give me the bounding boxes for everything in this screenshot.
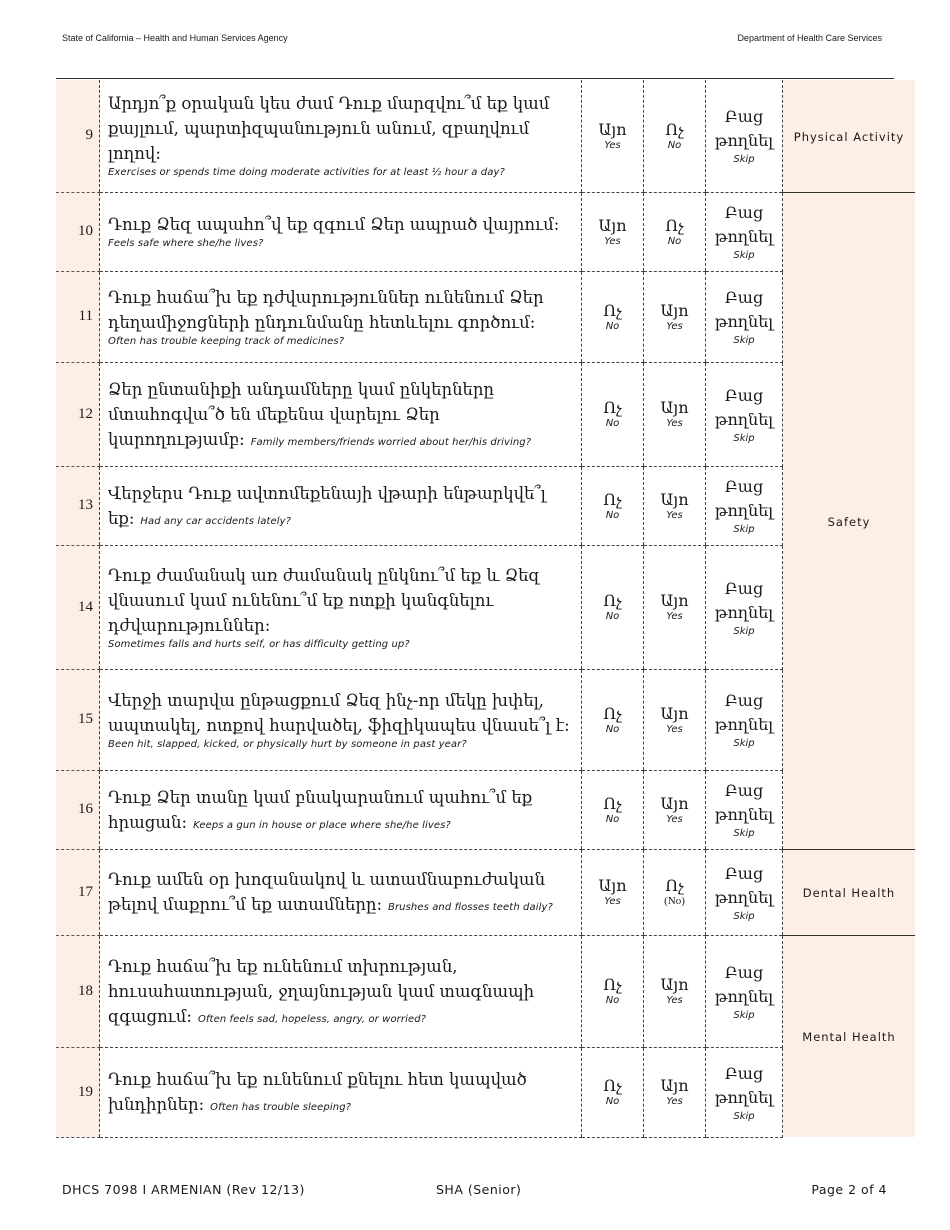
question-text (100, 362, 582, 466)
answer-english: No (605, 723, 620, 735)
question-english: Often has trouble keeping track of medicines? (108, 335, 345, 347)
question-armenian: Դուք հաճա՞խ եք ունենում քնելու հետ կապված խնդիրներ: (108, 1070, 527, 1114)
skip-english: Skip (733, 625, 755, 637)
answer-armenian: Ոչ (665, 876, 684, 895)
answer-option-1[interactable] (582, 80, 644, 192)
question-number: 17 (56, 849, 100, 935)
answer-armenian: Այո (598, 119, 627, 139)
answer-armenian: Ոչ (603, 975, 622, 994)
answer-english: Yes (666, 418, 683, 429)
answer-skip[interactable] (706, 271, 783, 362)
answer-english: Yes (604, 139, 621, 151)
question-english: Keeps a gun in house or place where she/he lives? (193, 819, 451, 831)
answer-skip[interactable] (706, 362, 783, 466)
answer-option-2[interactable] (644, 192, 706, 271)
header-agency: State of California – Health and Human Services Agency (62, 33, 288, 43)
question-english: Exercises or spends time doing moderate activities for at least ½ hour a day? (108, 167, 505, 179)
answer-armenian: Ոչ (665, 215, 684, 235)
question-number: 11 (56, 271, 100, 362)
answer-english: Yes (604, 896, 621, 907)
answer-english: No (667, 235, 682, 247)
answer-option-1[interactable] (582, 271, 644, 362)
answer-option-1[interactable] (582, 545, 644, 669)
question-text (100, 80, 582, 192)
answer-english: Yes (666, 723, 683, 735)
answer-english: No (605, 418, 620, 429)
question-armenian: Դուք հաճա՞խ եք դժվարություններ ունենում Ձեր դեղամիջոցների ընդունմանը հետևելու գործում: (108, 287, 544, 332)
answer-armenian: Այո (598, 215, 627, 235)
answer-armenian: Ոչ (603, 300, 622, 320)
answer-armenian: Ոչ (603, 591, 622, 610)
question-armenian: Դուք Ձեր տանը կամ բնակարանում պահու՞մ եք հրացան: (108, 787, 533, 832)
footer-form-type: SHA (Senior) (436, 1182, 522, 1197)
question-row-17 (56, 849, 915, 935)
question-number: 12 (56, 362, 100, 466)
answer-option-1[interactable] (582, 362, 644, 466)
answer-option-1[interactable] (582, 770, 644, 849)
question-text (100, 271, 582, 362)
answer-option-2[interactable] (644, 1047, 706, 1137)
question-armenian: Դուք Ձեզ ապահո՞վ եք զգում Ձեր ապրած վայրում: (108, 215, 560, 234)
answer-armenian: Ոչ (603, 489, 622, 509)
question-text (100, 192, 582, 271)
answer-skip[interactable] (706, 849, 783, 935)
skip-armenian: Բաց թողնել (714, 477, 774, 520)
skip-armenian: Բաց թողնել (714, 691, 774, 734)
skip-english: Skip (733, 910, 755, 922)
answer-english: No (605, 1096, 620, 1107)
category-mental-health: Mental Health (783, 935, 916, 1137)
answer-english: No (605, 611, 620, 622)
skip-armenian: Բաց թողնել (714, 385, 774, 429)
answer-english: Yes (666, 611, 683, 622)
answer-armenian: Այո (660, 300, 689, 320)
answer-english: No (605, 813, 620, 825)
footer-page-number: Page 2 of 4 (811, 1182, 887, 1197)
answer-armenian: Այո (660, 489, 689, 509)
question-text (100, 770, 582, 849)
question-number: 10 (56, 192, 100, 271)
question-armenian: Դուք հաճա՞խ եք ունենում տխրության, հուսահատության, ջղայնության կամ տագնապի զգացում: (108, 956, 535, 1026)
answer-option-1[interactable] (582, 669, 644, 770)
question-number: 16 (56, 770, 100, 849)
answer-armenian: Ոչ (603, 398, 622, 417)
skip-armenian: Բաց թողնել (714, 107, 774, 151)
answer-armenian: Այո (660, 793, 689, 813)
answer-armenian: Այո (598, 876, 627, 895)
answer-option-1[interactable] (582, 849, 644, 935)
answer-option-2[interactable] (644, 362, 706, 466)
answer-skip[interactable] (706, 770, 783, 849)
answer-option-2[interactable] (644, 80, 706, 192)
answer-english: Yes (666, 813, 683, 825)
question-armenian: Ձեր ընտանիքի անդամները կամ ընկերները մտահոգվա՞ծ են մեքենա վարելու Ձեր կարողությամբ: (108, 379, 495, 449)
skip-english: Skip (733, 432, 755, 444)
question-english: Often has trouble sleeping? (210, 1102, 352, 1113)
question-row-10 (56, 192, 915, 271)
answer-option-2[interactable] (644, 669, 706, 770)
question-english: Often feels sad, hopeless, angry, or worried? (197, 1013, 427, 1025)
skip-english: Skip (733, 828, 755, 839)
answer-skip[interactable] (706, 1047, 783, 1137)
question-english: Been hit, slapped, kicked, or physically hurt by someone in past year? (108, 738, 467, 750)
answer-skip[interactable] (706, 80, 783, 192)
skip-armenian: Բաց թողնել (714, 863, 774, 907)
header-department: Department of Health Care Services (737, 33, 882, 43)
category-dental-health: Dental Health (783, 849, 916, 935)
question-number: 13 (56, 466, 100, 545)
answer-armenian: Այո (660, 1076, 689, 1095)
question-english: Feels safe where she/he lives? (108, 238, 264, 249)
question-text (100, 545, 582, 669)
skip-armenian: Բաց թողնել (714, 962, 774, 1006)
skip-armenian: Բաց թողնել (714, 1063, 774, 1107)
question-english: Sometimes falls and hurts self, or has difficulty getting up? (108, 638, 410, 650)
skip-english: Skip (733, 524, 755, 535)
answer-option-1[interactable] (582, 1047, 644, 1137)
answer-english: No (667, 139, 682, 151)
answer-english: Yes (666, 320, 683, 332)
question-text (100, 466, 582, 545)
answer-skip[interactable] (706, 192, 783, 271)
answer-english: Yes (666, 1096, 683, 1107)
skip-armenian: Բաց թողնել (714, 203, 774, 246)
question-armenian: Վերջերս Դուք ավտոմեքենայի վթարի ենթարկվե՞լ եք: (108, 483, 546, 528)
skip-armenian: Բաց թողնել (714, 578, 774, 622)
category-safety: Safety (783, 192, 916, 849)
top-rule (56, 78, 894, 79)
answer-option-2[interactable] (644, 770, 706, 849)
question-english: Had any car accidents lately? (140, 515, 292, 527)
question-number: 15 (56, 669, 100, 770)
answer-option-2[interactable] (644, 466, 706, 545)
question-number: 14 (56, 545, 100, 669)
question-armenian: Վերջի տարվա ընթացքում Ձեզ ինչ-որ մեկը խփել, ապտակել, ոտքով հարվածել, ֆիզիկապես վնասե՞լ է: (108, 690, 570, 735)
answer-armenian: Այո (660, 591, 689, 610)
footer-form-id: DHCS 7098 I ARMENIAN (Rev 12/13) (62, 1182, 305, 1197)
skip-english: Skip (733, 154, 755, 166)
skip-english: Skip (733, 738, 755, 749)
question-text (100, 849, 582, 935)
question-number: 9 (56, 80, 100, 192)
answer-option-2[interactable] (644, 935, 706, 1047)
skip-english: Skip (733, 1009, 755, 1021)
answer-skip[interactable] (706, 935, 783, 1047)
question-row-9 (56, 80, 915, 192)
answer-english: Yes (666, 509, 683, 521)
question-armenian: Դուք ժամանակ առ ժամանակ ընկնու՞մ եք և Ձեզ վնասում կամ ունենու՞մ եք ոտքի կանգնելու դժվարություններ: (108, 565, 540, 635)
answer-armenian: Այո (660, 975, 689, 994)
question-english: Family members/friends worried about her/his driving? (250, 436, 532, 448)
answer-option-1[interactable] (582, 466, 644, 545)
answer-skip[interactable] (706, 669, 783, 770)
answer-english: Yes (604, 235, 621, 247)
answer-english: Yes (666, 995, 683, 1006)
skip-armenian: Բաց թողնել (714, 288, 774, 331)
answer-option-1[interactable] (582, 935, 644, 1047)
skip-english: Skip (733, 335, 755, 346)
answer-skip[interactable] (706, 545, 783, 669)
question-row-18 (56, 935, 915, 1047)
answer-armenian: Այո (660, 398, 689, 417)
answer-option-2[interactable] (644, 545, 706, 669)
answer-armenian: Այո (660, 703, 689, 723)
answer-english: (No) (664, 895, 685, 907)
question-english: Brushes and flosses teeth daily? (388, 902, 553, 913)
question-armenian: Դուք ամեն օր խոզանակով և ատամնաբուժական թելով մաքրու՞մ եք ատամները: (108, 870, 546, 914)
answer-english: No (605, 509, 620, 521)
answer-english: No (605, 995, 620, 1006)
answer-option-2[interactable] (644, 271, 706, 362)
answer-english: No (605, 320, 620, 332)
question-armenian: Արդյո՞ք օրական կես ժամ Դուք մարզվու՞մ եք կամ քայլում, պարտիզպանություն անում, զբաղվում լողով: (108, 94, 550, 164)
skip-armenian: Բաց թողնել (714, 781, 774, 824)
answer-armenian: Ոչ (603, 793, 622, 813)
answer-armenian: Ոչ (603, 1076, 622, 1095)
question-text (100, 1047, 582, 1137)
category-physical-activity: Physical Activity (783, 80, 916, 192)
answer-option-1[interactable] (582, 192, 644, 271)
answer-option-2[interactable] (644, 849, 706, 935)
questionnaire-table (56, 80, 915, 1138)
skip-english: Skip (733, 250, 755, 261)
answer-armenian: Ոչ (603, 703, 622, 723)
answer-armenian: Ոչ (665, 119, 684, 139)
question-number: 19 (56, 1047, 100, 1137)
answer-skip[interactable] (706, 466, 783, 545)
skip-english: Skip (733, 1110, 755, 1122)
question-text (100, 935, 582, 1047)
question-number: 18 (56, 935, 100, 1047)
question-text (100, 669, 582, 770)
